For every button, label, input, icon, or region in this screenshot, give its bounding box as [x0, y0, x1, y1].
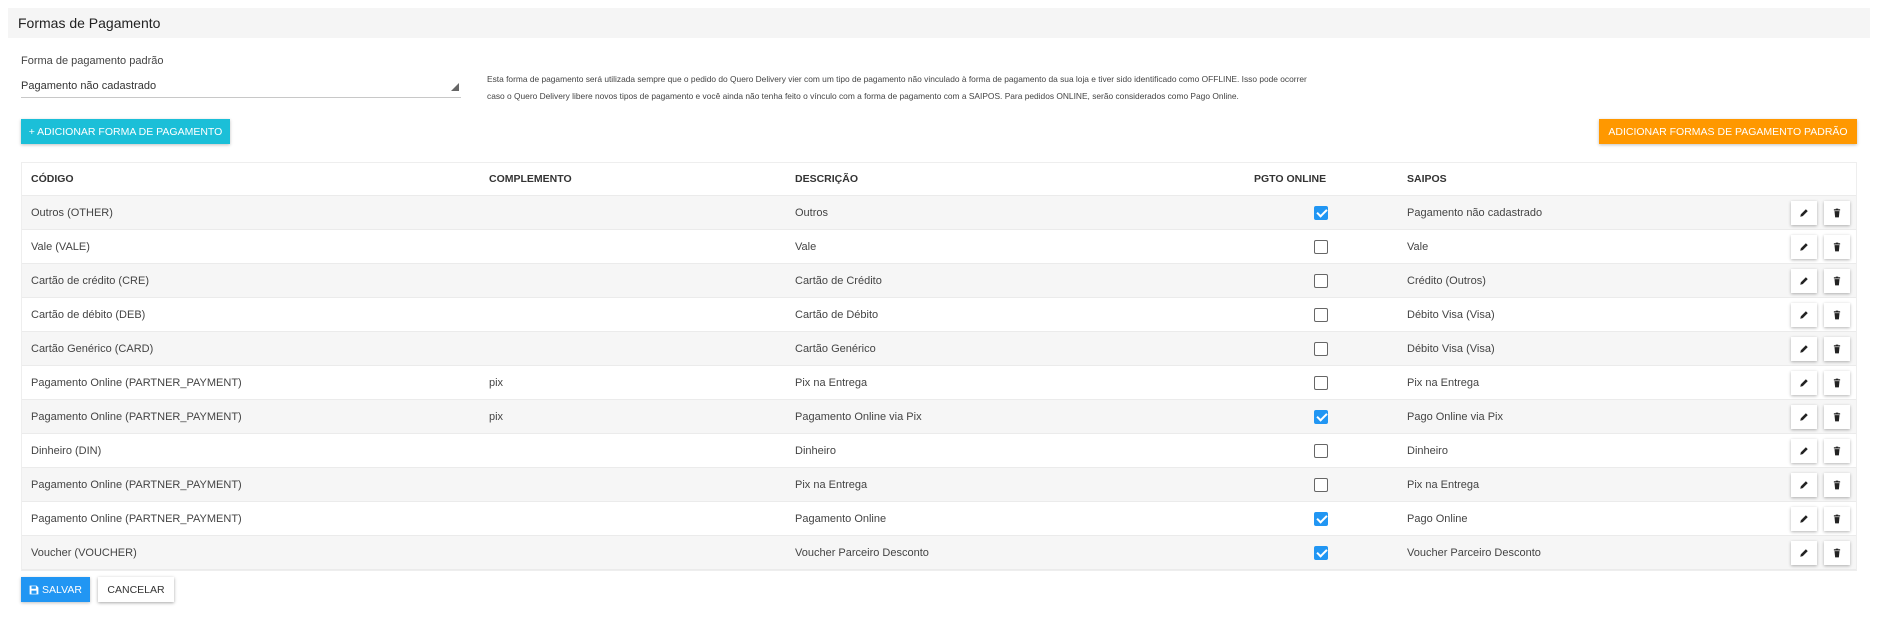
cell-saipos: Vale — [1407, 240, 1429, 253]
pgto-online-checkbox[interactable] — [1314, 546, 1328, 560]
cell-saipos: Pix na Entrega — [1407, 376, 1480, 389]
delete-button[interactable] — [1824, 201, 1850, 225]
pgto-online-checkbox[interactable] — [1314, 512, 1328, 526]
trash-icon — [1832, 208, 1842, 218]
caret-down-icon — [451, 83, 459, 91]
save-button-label: SALVAR — [42, 583, 82, 596]
default-payment-select[interactable] — [21, 77, 461, 98]
payment-table — [21, 162, 1857, 571]
pgto-online-checkbox[interactable] — [1314, 478, 1328, 492]
trash-icon — [1832, 446, 1842, 456]
pencil-icon — [1799, 446, 1809, 456]
pgto-online-checkbox[interactable] — [1314, 376, 1328, 390]
info-line-1: Esta forma de pagamento será utilizada sempre que o pedido do Quero Delivery vier com um tipo de pagamento não vinculado à forma de pagamento da sua loja e tiver sido identificado como OFFLINE. Isso pode ocorrer — [487, 74, 1307, 84]
edit-button[interactable] — [1791, 371, 1817, 395]
table-row — [22, 298, 1856, 332]
pgto-online-checkbox[interactable] — [1314, 206, 1328, 220]
pencil-icon — [1799, 412, 1809, 422]
delete-button[interactable] — [1824, 337, 1850, 361]
default-payment-value: Pagamento não cadastrado — [21, 80, 157, 92]
cell-codigo: Outros (OTHER) — [31, 206, 113, 219]
trash-icon — [1832, 310, 1842, 320]
edit-button[interactable] — [1791, 507, 1817, 531]
cell-codigo: Pagamento Online (PARTNER_PAYMENT) — [31, 512, 242, 525]
cell-descricao: Pagamento Online via Pix — [795, 410, 922, 423]
cell-saipos: Débito Visa (Visa) — [1407, 342, 1495, 355]
pencil-icon — [1799, 514, 1809, 524]
pgto-online-checkbox[interactable] — [1314, 410, 1328, 424]
cell-actions — [1791, 502, 1857, 535]
cancel-button[interactable]: CANCELAR — [98, 577, 174, 602]
cell-descricao: Pix na Entrega — [795, 376, 868, 389]
pencil-icon — [1799, 344, 1809, 354]
cell-descricao: Cartão de Crédito — [795, 274, 882, 287]
cell-descricao: Voucher Parceiro Desconto — [795, 546, 929, 559]
cell-saipos: Voucher Parceiro Desconto — [1407, 546, 1541, 559]
edit-button[interactable] — [1791, 405, 1817, 429]
cell-saipos: Pix na Entrega — [1407, 478, 1480, 491]
cell-actions — [1791, 536, 1857, 569]
delete-button[interactable] — [1824, 371, 1850, 395]
cell-pgto-online — [1314, 298, 1328, 331]
trash-icon — [1832, 242, 1842, 252]
add-default-payments-button[interactable]: ADICIONAR FORMAS DE PAGAMENTO PADRÃO — [1599, 119, 1857, 144]
cell-actions — [1791, 196, 1857, 229]
pencil-icon — [1799, 276, 1809, 286]
floppy-disk-icon — [29, 585, 39, 595]
edit-button[interactable] — [1791, 473, 1817, 497]
default-payment-label: Forma de pagamento padrão — [21, 55, 164, 67]
trash-icon — [1832, 276, 1842, 286]
pgto-online-checkbox[interactable] — [1314, 308, 1328, 322]
edit-button[interactable] — [1791, 235, 1817, 259]
trash-icon — [1832, 412, 1842, 422]
cell-pgto-online — [1314, 468, 1328, 501]
cell-codigo: Dinheiro (DIN) — [31, 444, 102, 457]
cell-pgto-online — [1314, 196, 1328, 229]
cell-descricao: Outros — [795, 206, 829, 219]
delete-button[interactable] — [1824, 269, 1850, 293]
cell-complemento: pix — [489, 376, 504, 389]
table-header-row — [22, 163, 1856, 196]
table-row — [22, 434, 1856, 468]
trash-icon — [1832, 378, 1842, 388]
save-button[interactable] — [21, 577, 90, 602]
pgto-online-checkbox[interactable] — [1314, 240, 1328, 254]
cell-codigo: Cartão de crédito (CRE) — [31, 274, 149, 287]
cell-pgto-online — [1314, 434, 1328, 467]
delete-button[interactable] — [1824, 473, 1850, 497]
cell-actions — [1791, 468, 1857, 501]
table-row — [22, 502, 1856, 536]
column-header-saipos: SAIPOS — [1407, 173, 1447, 185]
column-header-descricao: DESCRIÇÃO — [795, 173, 859, 185]
table-row — [22, 400, 1856, 434]
add-payment-button[interactable]: + ADICIONAR FORMA DE PAGAMENTO — [21, 119, 230, 144]
cell-pgto-online — [1314, 230, 1328, 263]
edit-button[interactable] — [1791, 541, 1817, 565]
edit-button[interactable] — [1791, 439, 1817, 463]
cell-codigo: Cartão Genérico (CARD) — [31, 342, 154, 355]
trash-icon — [1832, 548, 1842, 558]
delete-button[interactable] — [1824, 541, 1850, 565]
cell-actions — [1791, 332, 1857, 365]
edit-button[interactable] — [1791, 269, 1817, 293]
cell-descricao: Cartão de Débito — [795, 308, 879, 321]
cell-complemento: pix — [489, 410, 504, 423]
delete-button[interactable] — [1824, 235, 1850, 259]
cell-actions — [1791, 264, 1857, 297]
pgto-online-checkbox[interactable] — [1314, 274, 1328, 288]
table-body — [22, 196, 1856, 570]
pgto-online-checkbox[interactable] — [1314, 444, 1328, 458]
cell-saipos: Crédito (Outros) — [1407, 274, 1486, 287]
cell-codigo: Pagamento Online (PARTNER_PAYMENT) — [31, 410, 242, 423]
column-header-codigo: CÓDIGO — [31, 173, 74, 185]
cell-actions — [1791, 230, 1857, 263]
pencil-icon — [1799, 480, 1809, 490]
cell-actions — [1791, 366, 1857, 399]
trash-icon — [1832, 344, 1842, 354]
table-row — [22, 536, 1856, 570]
edit-button[interactable] — [1791, 201, 1817, 225]
cell-saipos: Pago Online via Pix — [1407, 410, 1503, 423]
delete-button[interactable] — [1824, 507, 1850, 531]
trash-icon — [1832, 480, 1842, 490]
cell-codigo: Vale (VALE) — [31, 240, 90, 253]
cell-descricao: Pix na Entrega — [795, 478, 868, 491]
table-row — [22, 264, 1856, 298]
cell-codigo: Pagamento Online (PARTNER_PAYMENT) — [31, 376, 242, 389]
cell-codigo: Pagamento Online (PARTNER_PAYMENT) — [31, 478, 242, 491]
delete-button[interactable] — [1824, 405, 1850, 429]
cell-pgto-online — [1314, 502, 1328, 535]
table-row — [22, 196, 1856, 230]
cell-codigo: Cartão de débito (DEB) — [31, 308, 146, 321]
column-header-pgto-online: PGTO ONLINE — [1254, 173, 1327, 185]
info-line-2: caso o Quero Delivery libere novos tipos de pagamento e você ainda não tenha feito o vínculo com a forma de pagamento com a SAIPOS. Para pedidos ONLINE, serão considerados como Pago Online. — [487, 91, 1239, 101]
table-row — [22, 366, 1856, 400]
table-row — [22, 230, 1856, 264]
cell-actions — [1791, 434, 1857, 467]
pencil-icon — [1799, 242, 1809, 252]
cell-pgto-online — [1314, 400, 1328, 433]
delete-button[interactable] — [1824, 439, 1850, 463]
column-header-complemento: COMPLEMENTO — [489, 173, 572, 185]
pencil-icon — [1799, 310, 1809, 320]
cell-saipos: Dinheiro — [1407, 444, 1448, 457]
cell-descricao: Dinheiro — [795, 444, 836, 457]
cell-saipos: Débito Visa (Visa) — [1407, 308, 1495, 321]
delete-button[interactable] — [1824, 303, 1850, 327]
page-header — [8, 8, 1870, 38]
pencil-icon — [1799, 208, 1809, 218]
edit-button[interactable] — [1791, 303, 1817, 327]
page-title: Formas de Pagamento — [18, 15, 161, 31]
cell-saipos: Pago Online — [1407, 512, 1468, 525]
edit-button[interactable] — [1791, 337, 1817, 361]
cell-actions — [1791, 400, 1857, 433]
pencil-icon — [1799, 378, 1809, 388]
cell-codigo: Voucher (VOUCHER) — [31, 546, 137, 559]
trash-icon — [1832, 514, 1842, 524]
cell-pgto-online — [1314, 366, 1328, 399]
cell-actions — [1791, 298, 1857, 331]
cell-descricao: Vale — [795, 240, 817, 253]
cell-descricao: Pagamento Online — [795, 512, 887, 525]
cell-descricao: Cartão Genérico — [795, 342, 876, 355]
pgto-online-checkbox[interactable] — [1314, 342, 1328, 356]
table-row — [22, 468, 1856, 502]
cell-pgto-online — [1314, 332, 1328, 365]
table-row — [22, 332, 1856, 366]
default-payment-info — [487, 71, 1387, 105]
pencil-icon — [1799, 548, 1809, 558]
cell-pgto-online — [1314, 264, 1328, 297]
cell-pgto-online — [1314, 536, 1328, 569]
cell-saipos: Pagamento não cadastrado — [1407, 206, 1543, 219]
